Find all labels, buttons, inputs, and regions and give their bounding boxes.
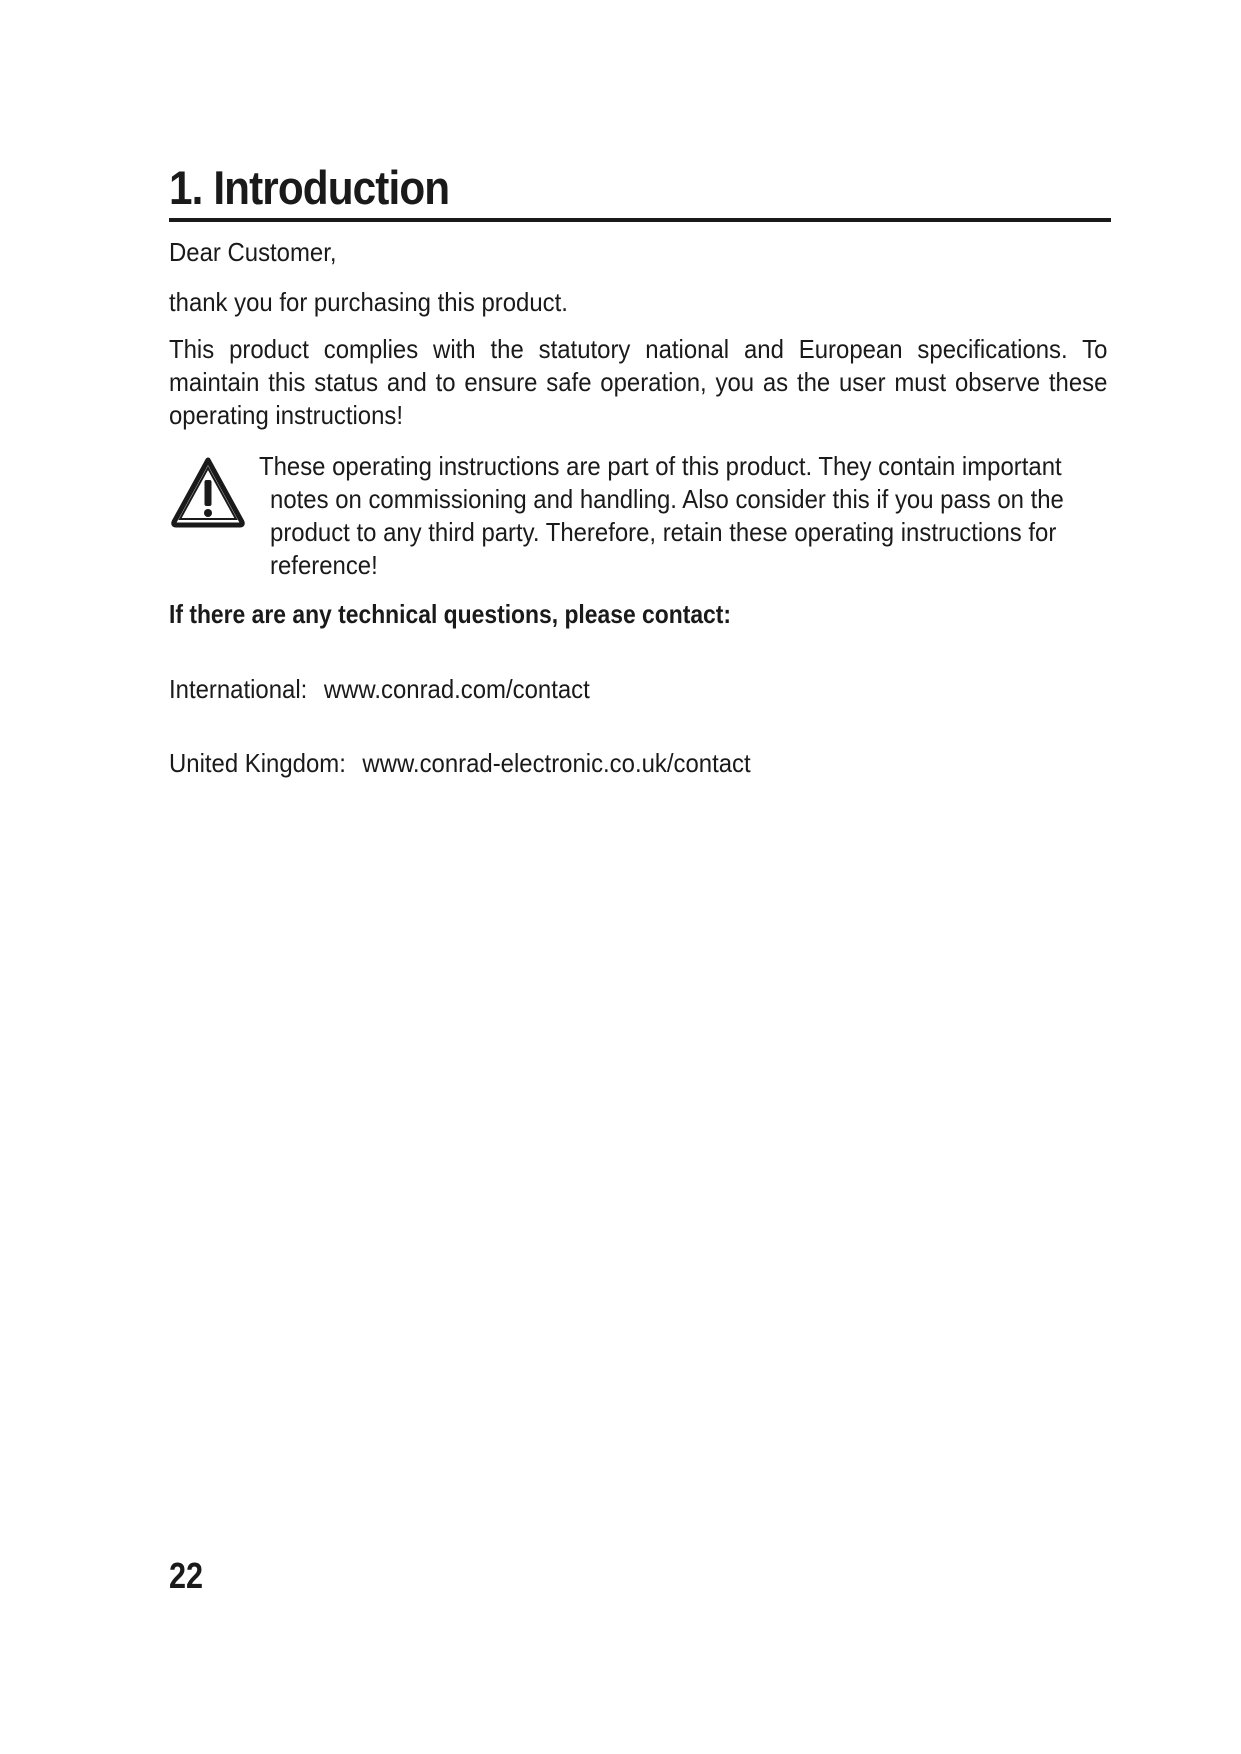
page-title: 1. Introduction bbox=[169, 161, 450, 214]
page-number: 22 bbox=[169, 1555, 204, 1596]
contact-link-international[interactable]: www.conrad.com/contact bbox=[323, 674, 590, 704]
greeting-text: Dear Customer, bbox=[169, 237, 337, 267]
contact-row-uk bbox=[169, 747, 751, 780]
warning-note: These operating instructions are part of this product. They contain important notes on commissioning and handling. Also consider this if you pass on the product to any third party. Therefore, retain these operating instructions for reference! bbox=[259, 451, 1064, 580]
warning-triangle-icon bbox=[170, 456, 246, 528]
contact-heading: If there are any technical questions, please contact: bbox=[169, 599, 732, 629]
contact-row-international bbox=[169, 673, 590, 706]
compliance-paragraph: This product complies with the statutory national and European specifications. To maintain this status and to ensure safe operation, you as the user must observe these operating instructions! bbox=[169, 334, 1108, 430]
title-underline bbox=[169, 218, 1111, 222]
contact-label: International: bbox=[169, 674, 308, 704]
thanks-text: thank you for purchasing this product. bbox=[169, 287, 568, 317]
contact-link-uk[interactable]: www.conrad-electronic.co.uk/contact bbox=[362, 748, 751, 778]
contact-label: United Kingdom: bbox=[169, 748, 346, 778]
